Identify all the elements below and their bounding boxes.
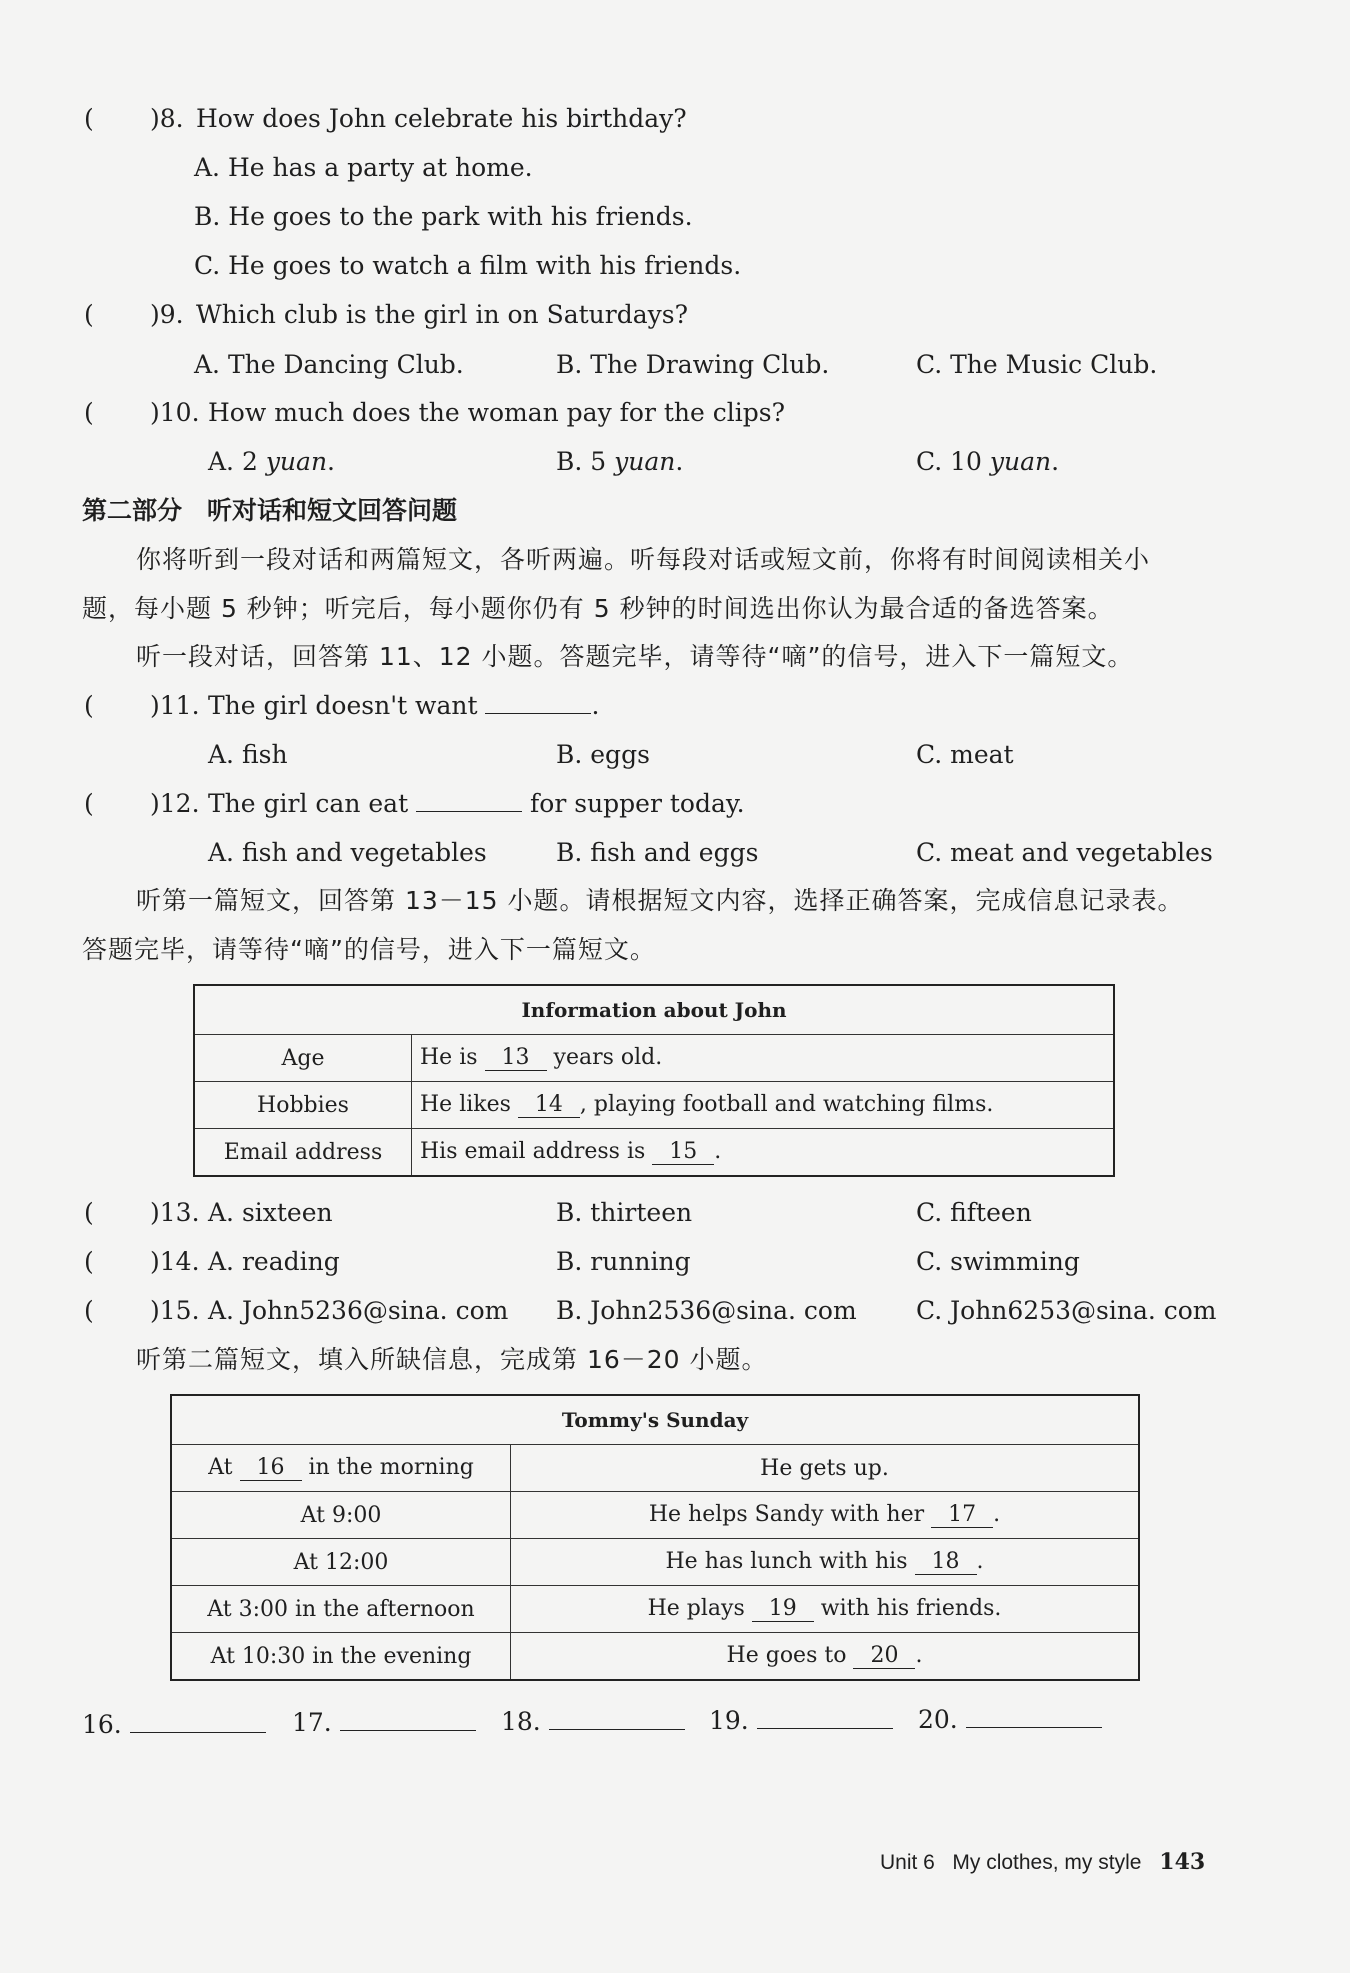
row-activity: He plays 19 with his friends.: [511, 1586, 1140, 1633]
answer-paren[interactable]: (: [84, 789, 94, 818]
table-blank: 15: [652, 1139, 714, 1165]
option-c[interactable]: C. 10 yuan.: [916, 447, 1060, 476]
option-b[interactable]: B. fish and eggs: [556, 838, 759, 867]
footer-unit: Unit 6: [880, 1851, 935, 1874]
row-activity: He goes to 20 .: [511, 1633, 1140, 1681]
table-row: [171, 1539, 1139, 1586]
table-row: [171, 1492, 1139, 1539]
page-footer: [880, 1849, 1205, 1875]
option-b[interactable]: B. He goes to the park with his friends.: [194, 202, 693, 231]
option-c[interactable]: C. He goes to watch a film with his friends.: [194, 251, 742, 280]
answer-line-19: 19.: [709, 1706, 893, 1736]
section-heading: 第二部分 听对话和短文回答问题: [82, 496, 458, 525]
answer-paren[interactable]: (: [84, 300, 94, 329]
answer-line-16: 16.: [82, 1710, 266, 1740]
option-c[interactable]: C. swimming: [916, 1247, 1080, 1276]
option-a[interactable]: A. fish: [208, 740, 288, 769]
option-c[interactable]: C. meat and vegetables: [916, 838, 1213, 867]
table-row: [171, 1586, 1139, 1633]
question-number: )12.: [150, 789, 200, 818]
question-number: )8.: [150, 104, 184, 133]
table-title: Tommy's Sunday: [171, 1395, 1139, 1445]
row-time: At 3:00 in the afternoon: [171, 1586, 511, 1633]
row-value: His email address is 15 .: [412, 1129, 1115, 1177]
option-b[interactable]: B. John2536@sina. com: [556, 1296, 857, 1325]
row-time: At 16 in the morning: [171, 1445, 511, 1492]
answer-line-18: 18.: [501, 1707, 685, 1737]
table-blank: 19: [752, 1596, 814, 1622]
info-table-tommy: [170, 1394, 1140, 1681]
option-a[interactable]: A. John5236@sina. com: [208, 1296, 509, 1325]
answer-line-20: 20.: [918, 1705, 1102, 1735]
row-time: At 10:30 in the evening: [171, 1633, 511, 1681]
row-activity: He has lunch with his 18 .: [511, 1539, 1140, 1586]
option-b[interactable]: B. 5 yuan.: [556, 447, 684, 476]
question-text: The girl doesn't want .: [208, 691, 600, 720]
option-a[interactable]: A. sixteen: [208, 1198, 333, 1227]
question-number: )14.: [150, 1247, 200, 1276]
section-intro: 你将听到一段对话和两篇短文，各听两遍。听每段对话或短文前，你将有时间阅读相关小: [136, 545, 1151, 574]
question-text: The girl can eat for supper today.: [208, 789, 745, 818]
option-b[interactable]: B. eggs: [556, 740, 650, 769]
answer-paren[interactable]: (: [84, 1296, 94, 1325]
option-c[interactable]: C. fifteen: [916, 1198, 1032, 1227]
option-a[interactable]: A. He has a party at home.: [194, 153, 533, 182]
passage2-instruction: 听第二篇短文，填入所缺信息，完成第 16－20 小题。: [136, 1345, 768, 1374]
table-blank: 18: [915, 1549, 977, 1575]
info-table-john: [193, 984, 1115, 1177]
answer-line-17: 17.: [292, 1708, 476, 1738]
row-value: He likes 14 , playing football and watching films.: [412, 1082, 1115, 1129]
table-blank: 17: [931, 1502, 993, 1528]
row-label: Age: [194, 1035, 412, 1082]
option-a[interactable]: A. reading: [208, 1247, 340, 1276]
option-b[interactable]: B. thirteen: [556, 1198, 693, 1227]
answer-blank[interactable]: [416, 811, 522, 812]
passage1-instruction: 听第一篇短文，回答第 13－15 小题。请根据短文内容，选择正确答案，完成信息记录表。: [136, 886, 1184, 915]
table-row: [171, 1445, 1139, 1492]
option-a[interactable]: A. 2 yuan.: [208, 447, 335, 476]
table-row: [194, 1082, 1114, 1129]
option-a[interactable]: A. The Dancing Club.: [194, 350, 464, 379]
table-row: [194, 1035, 1114, 1082]
answer-blank[interactable]: [966, 1727, 1102, 1728]
option-b[interactable]: B. running: [556, 1247, 691, 1276]
answer-blank[interactable]: [757, 1728, 893, 1729]
answer-paren[interactable]: (: [84, 398, 94, 427]
option-c[interactable]: C. The Music Club.: [916, 350, 1158, 379]
table-blank: 13: [485, 1045, 547, 1071]
question-number: )13.: [150, 1198, 200, 1227]
row-time: At 12:00: [171, 1539, 511, 1586]
answer-paren[interactable]: (: [84, 104, 94, 133]
page-number: 143: [1159, 1849, 1206, 1875]
row-activity: He gets up.: [511, 1445, 1140, 1492]
answer-paren[interactable]: (: [84, 1198, 94, 1227]
dialogue-instruction: 听一段对话，回答第 11、12 小题。答题完毕，请等待“嘀”的信号，进入下一篇短文。: [136, 642, 1134, 671]
table-row: [171, 1633, 1139, 1681]
question-text: How much does the woman pay for the clips?: [208, 398, 785, 427]
table-title: Information about John: [194, 985, 1114, 1035]
question-number: )11.: [150, 691, 200, 720]
question-number: )9.: [150, 300, 184, 329]
row-label: Hobbies: [194, 1082, 412, 1129]
table-row: [194, 1129, 1114, 1177]
answer-blank[interactable]: [130, 1732, 266, 1733]
footer-title: My clothes, my style: [952, 1851, 1142, 1874]
answer-paren[interactable]: (: [84, 1247, 94, 1276]
answer-blank[interactable]: [485, 713, 591, 714]
row-time: At 9:00: [171, 1492, 511, 1539]
table-blank: 20: [853, 1643, 915, 1669]
option-a[interactable]: A. fish and vegetables: [208, 838, 487, 867]
question-text: Which club is the girl in on Saturdays?: [196, 300, 688, 329]
option-c[interactable]: C. meat: [916, 740, 1014, 769]
answer-blank[interactable]: [549, 1729, 685, 1730]
question-text: How does John celebrate his birthday?: [196, 104, 687, 133]
table-blank: 16: [240, 1455, 302, 1481]
question-number: )10.: [150, 398, 200, 427]
passage1-instruction: 答题完毕，请等待“嘀”的信号，进入下一篇短文。: [82, 935, 656, 964]
answer-paren[interactable]: (: [84, 691, 94, 720]
row-value: He is 13 years old.: [412, 1035, 1115, 1082]
table-blank: 14: [518, 1092, 580, 1118]
answer-blank[interactable]: [340, 1730, 476, 1731]
question-number: )15.: [150, 1296, 200, 1325]
section-intro: 题，每小题 5 秒钟；听完后，每小题你仍有 5 秒钟的时间选出你认为最合适的备选答案。: [82, 594, 1114, 623]
row-label: Email address: [194, 1129, 412, 1177]
row-activity: He helps Sandy with her 17 .: [511, 1492, 1140, 1539]
option-c[interactable]: C. John6253@sina. com: [916, 1296, 1217, 1325]
option-b[interactable]: B. The Drawing Club.: [556, 350, 830, 379]
